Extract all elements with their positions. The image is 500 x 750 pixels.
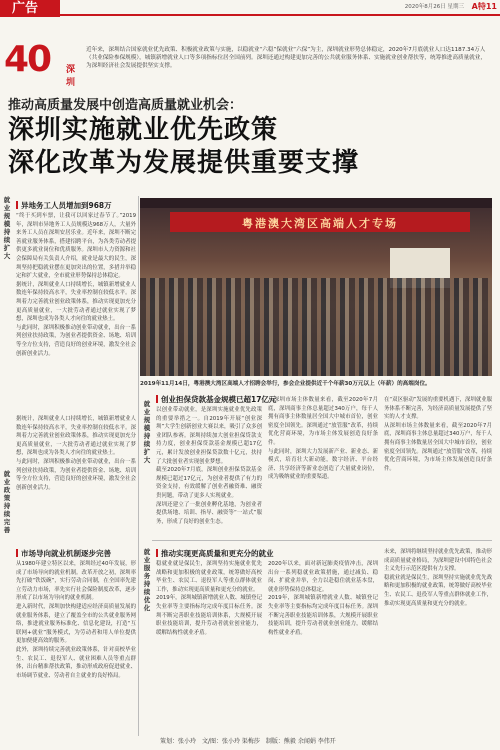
credits-line: 策划：张小玲 文/图：张小玲 渠梅莎 制版：熊毅 余闻娟 李伟开 — [160, 738, 336, 745]
rail-label-a: 就业规模持续扩大 — [3, 196, 11, 260]
logo-number: 40 — [4, 39, 51, 80]
issue-date: 2020年8月26日 星期三 — [404, 4, 464, 10]
photo-caption: 2019年11月14日，粤港澳大湾区高端人才招聘会举行，参会企业提供近千个年薪30万元以上（年薪）的高端岗位。 — [140, 381, 431, 387]
headline-line-1: 深圳实施就业优先政策 — [8, 115, 279, 145]
event-photo — [140, 198, 492, 376]
left-subhead-2: 市场导向就业机制逐步完善 — [16, 548, 111, 559]
logo-city: 深圳 — [66, 65, 76, 88]
anniversary-logo — [4, 40, 80, 90]
lead-paragraph: 近年来，深圳结合国家就业优先政策、积极就业政策与实施，以稳就业“六稳”保就业“六保”为主，深圳就业形势总体稳定，2020年7月底就业人口达1187.34万人（共业保险参保规模），城镇新增就业人口等多项指标位居全国前列。深圳还通过构建更加完善的公共就业服务体系、实施就业创业帮扶等，统筹推进高质量就业，为深圳经济社会发展提供坚实支撑。 — [86, 47, 486, 70]
left-col-text-2: 从1980年建立特区以来，深圳经过40年发展，形成了市场导向的就业机制。改革开放之初，深圳率先打破“铁饭碗”，实行劳动合同制，在全国率先建立劳动力市场，率先实行社会保险制度改革，逐步形成了以市场为导向的就业机制。 进入新时代，深圳加快构建适应经济高质量发展的就业服务体系，建立了覆盖全市的公共就业服务网络，推进就业服务标准化、信息化建设，打造“互联网+就业”服务模式，为劳动者和用人单位提供更加便捷高效的服务。 此外，深圳持续完善就业政策体系，针对高校毕业生、农民工、退役军人、就业困难人员等重点群体，出台精准帮扶政策，推动形成政府促进就业、市场调节就业、劳动者自主就业的良好格局。 — [16, 561, 136, 679]
page-header — [0, 0, 500, 17]
photo-banner-text: 粤港澳大湾区高端人才专场 — [242, 217, 398, 230]
rail-label-b: 就业政策持续完善 — [3, 470, 11, 534]
bottom-col-text-2: 2020年以来，面对新冠肺炎疫情冲击，深圳出台一系列稳就业政策措施，通过减负、稳岗、扩就业并举，全力以赴稳住就业基本盘，就业形势保持总体稳定。 2019年，深圳城镇新增就业人数、城镇登记失业率等主要指标均完成年度目标任务。深圳不断完善职业技能培训体系，大规模开展职业技能培训，提升劳动者就业创业能力，缓解结构性就业矛盾。 — [268, 561, 378, 636]
rail-label-d: 就业服务持续优化 — [143, 548, 151, 612]
section-tag: 广告 — [0, 0, 60, 17]
column-rule — [138, 196, 139, 736]
kicker-headline: 推动高质量发展中创造高质量就业机会： — [8, 98, 243, 113]
left-col-text-3: 据统计，深圳就业人口持续增长，城镇新增就业人数连年保持较高水平，失业率控制在较低水平。深圳着力完善就业创业政策体系，推动实现更加充分更高质量就业，一大批劳动者通过就业实现了梦想，深圳也成为各类人才向往的就业热土。 与此同时，深圳积极推动创业带动就业，出台一系列创业扶持政策，为创业者提供资金、场地、培训等全方位支持，营造良好的创业环境，激发全社会创新创业活力。 — [16, 416, 136, 491]
left-col-text-1: “终于买到车票，让我可以回家过春节了。”2019年，深圳市异地务工人员规模达968万人，大量外来务工人员在深圳安居乐业。近年来，深圳不断完善就业服务体系，搭建招聘平台，为各类劳动者提供更多就业岗位和优质服务。深圳市人力资源和社会保障局有关负责人介绍，就业是最大的民生，深圳坚持把稳就业摆在更加突出的位置，多措并举稳定和扩大就业，全市就业形势保持总体稳定。 据统计，深圳就业人口持续增长，城镇新增就业人数连年保持较高水平，失业率控制在较低水平。深圳着力完善就业创业政策体系，推动实现更加充分更高质量就业，一大批劳动者通过就业实现了梦想，深圳也成为各类人才向往的就业热土。 与此同时，深圳积极推动创业带动就业，出台一系列创业扶持政策，为创业者提供资金、场地、培训等全方位支持，营造良好的创业环境，激发全社会创新创业活力。 — [16, 213, 136, 357]
center-col-text: 从深圳市场主体数量来看，截至2020年7月底，深圳商事主体总量超过340万户，每千人拥有商事主体数量居全国大中城市首位，创业密度全国领先。深圳通过“放管服”改革，持续优化营商环境，为市场主体发展创造良好条件。 与此同时，深圳大力发展新产业、新业态、新模式，培育壮大新动能，数字经济、平台经济、共享经济等新业态创造了大量就业岗位，成为吸纳就业的重要渠道。 — [268, 397, 378, 481]
edition-label: A特11 — [471, 2, 497, 11]
headline-line-2: 深化改革为发展提供重要支撑 — [8, 148, 360, 178]
bottom-col-text-3: 未来，深圳将继续坚持就业优先政策，推动形成高质量就业格局，为深圳建设中国特色社会主义先行示范区提供有力支撑。 稳就业就是保民生，深圳坚持实施就业优先战略和更加积极的就业政策，统筹做好高校毕业生、农民工、退役军人等重点群体就业工作，推动实现更高质量和更充分的就业。 — [384, 549, 492, 607]
right-col-text: 在“双区驱动”发展的重要机遇下，深圳就业服务体系不断完善，为经济高质量发展提供了坚实的人才支撑。 从深圳市场主体数量来看，截至2020年7月底，深圳商事主体总量超过340万户，每千人拥有商事主体数量居全国大中城市首位，创业密度全国领先。深圳通过“放管服”改革，持续优化营商环境，为市场主体发展创造良好条件。 — [384, 397, 492, 472]
main-headline — [8, 114, 478, 180]
bottom-section-title: 推动实现更高质量和更充分的就业 — [156, 548, 274, 559]
rail-label-c: 就业规模持续扩大 — [143, 400, 151, 464]
mid-section-title: 创业担保贷款基金规模已超17亿元 — [156, 394, 276, 405]
left-subhead-1: 异地务工人员增加到968万 — [16, 200, 112, 211]
bottom-col-text-1: 稳就业就是保民生，深圳坚持实施就业优先战略和更加积极的就业政策，统筹做好高校毕业生、农民工、退役军人等重点群体就业工作，推动实现更高质量和更充分的就业。 2019年，深圳城镇新增就业人数、城镇登记失业率等主要指标均完成年度目标任务。深圳不断完善职业技能培训体系，大规模开展职业技能培训，提升劳动者就业创业能力，缓解结构性就业矛盾。 — [156, 561, 262, 636]
section-rule — [152, 540, 492, 541]
mid-col-text: 以创业带动就业，是深圳实施就业优先政策的重要举措之一。自2019年开展“创业深圳”大学生创新创业大赛以来，吸引了众多创业团队参赛。深圳持续加大创业担保贷款支持力度，创业担保贷款基金规模已超17亿元，累计发放创业担保贷款数十亿元，扶持了大批创业者实现创业梦想。 截至2020年7月底，深圳创业担保贷款基金规模已超过17亿元，为创业者提供了有力的资金支持，有效缓解了创业者融资难、融资贵问题，带动了更多人实现就业。 深圳还建立了一批创业孵化基地，为创业者提供场地、培训、指导、融资等“一站式”服务，形成了良好的创业生态。 — [156, 407, 262, 525]
header-rule — [60, 14, 500, 16]
